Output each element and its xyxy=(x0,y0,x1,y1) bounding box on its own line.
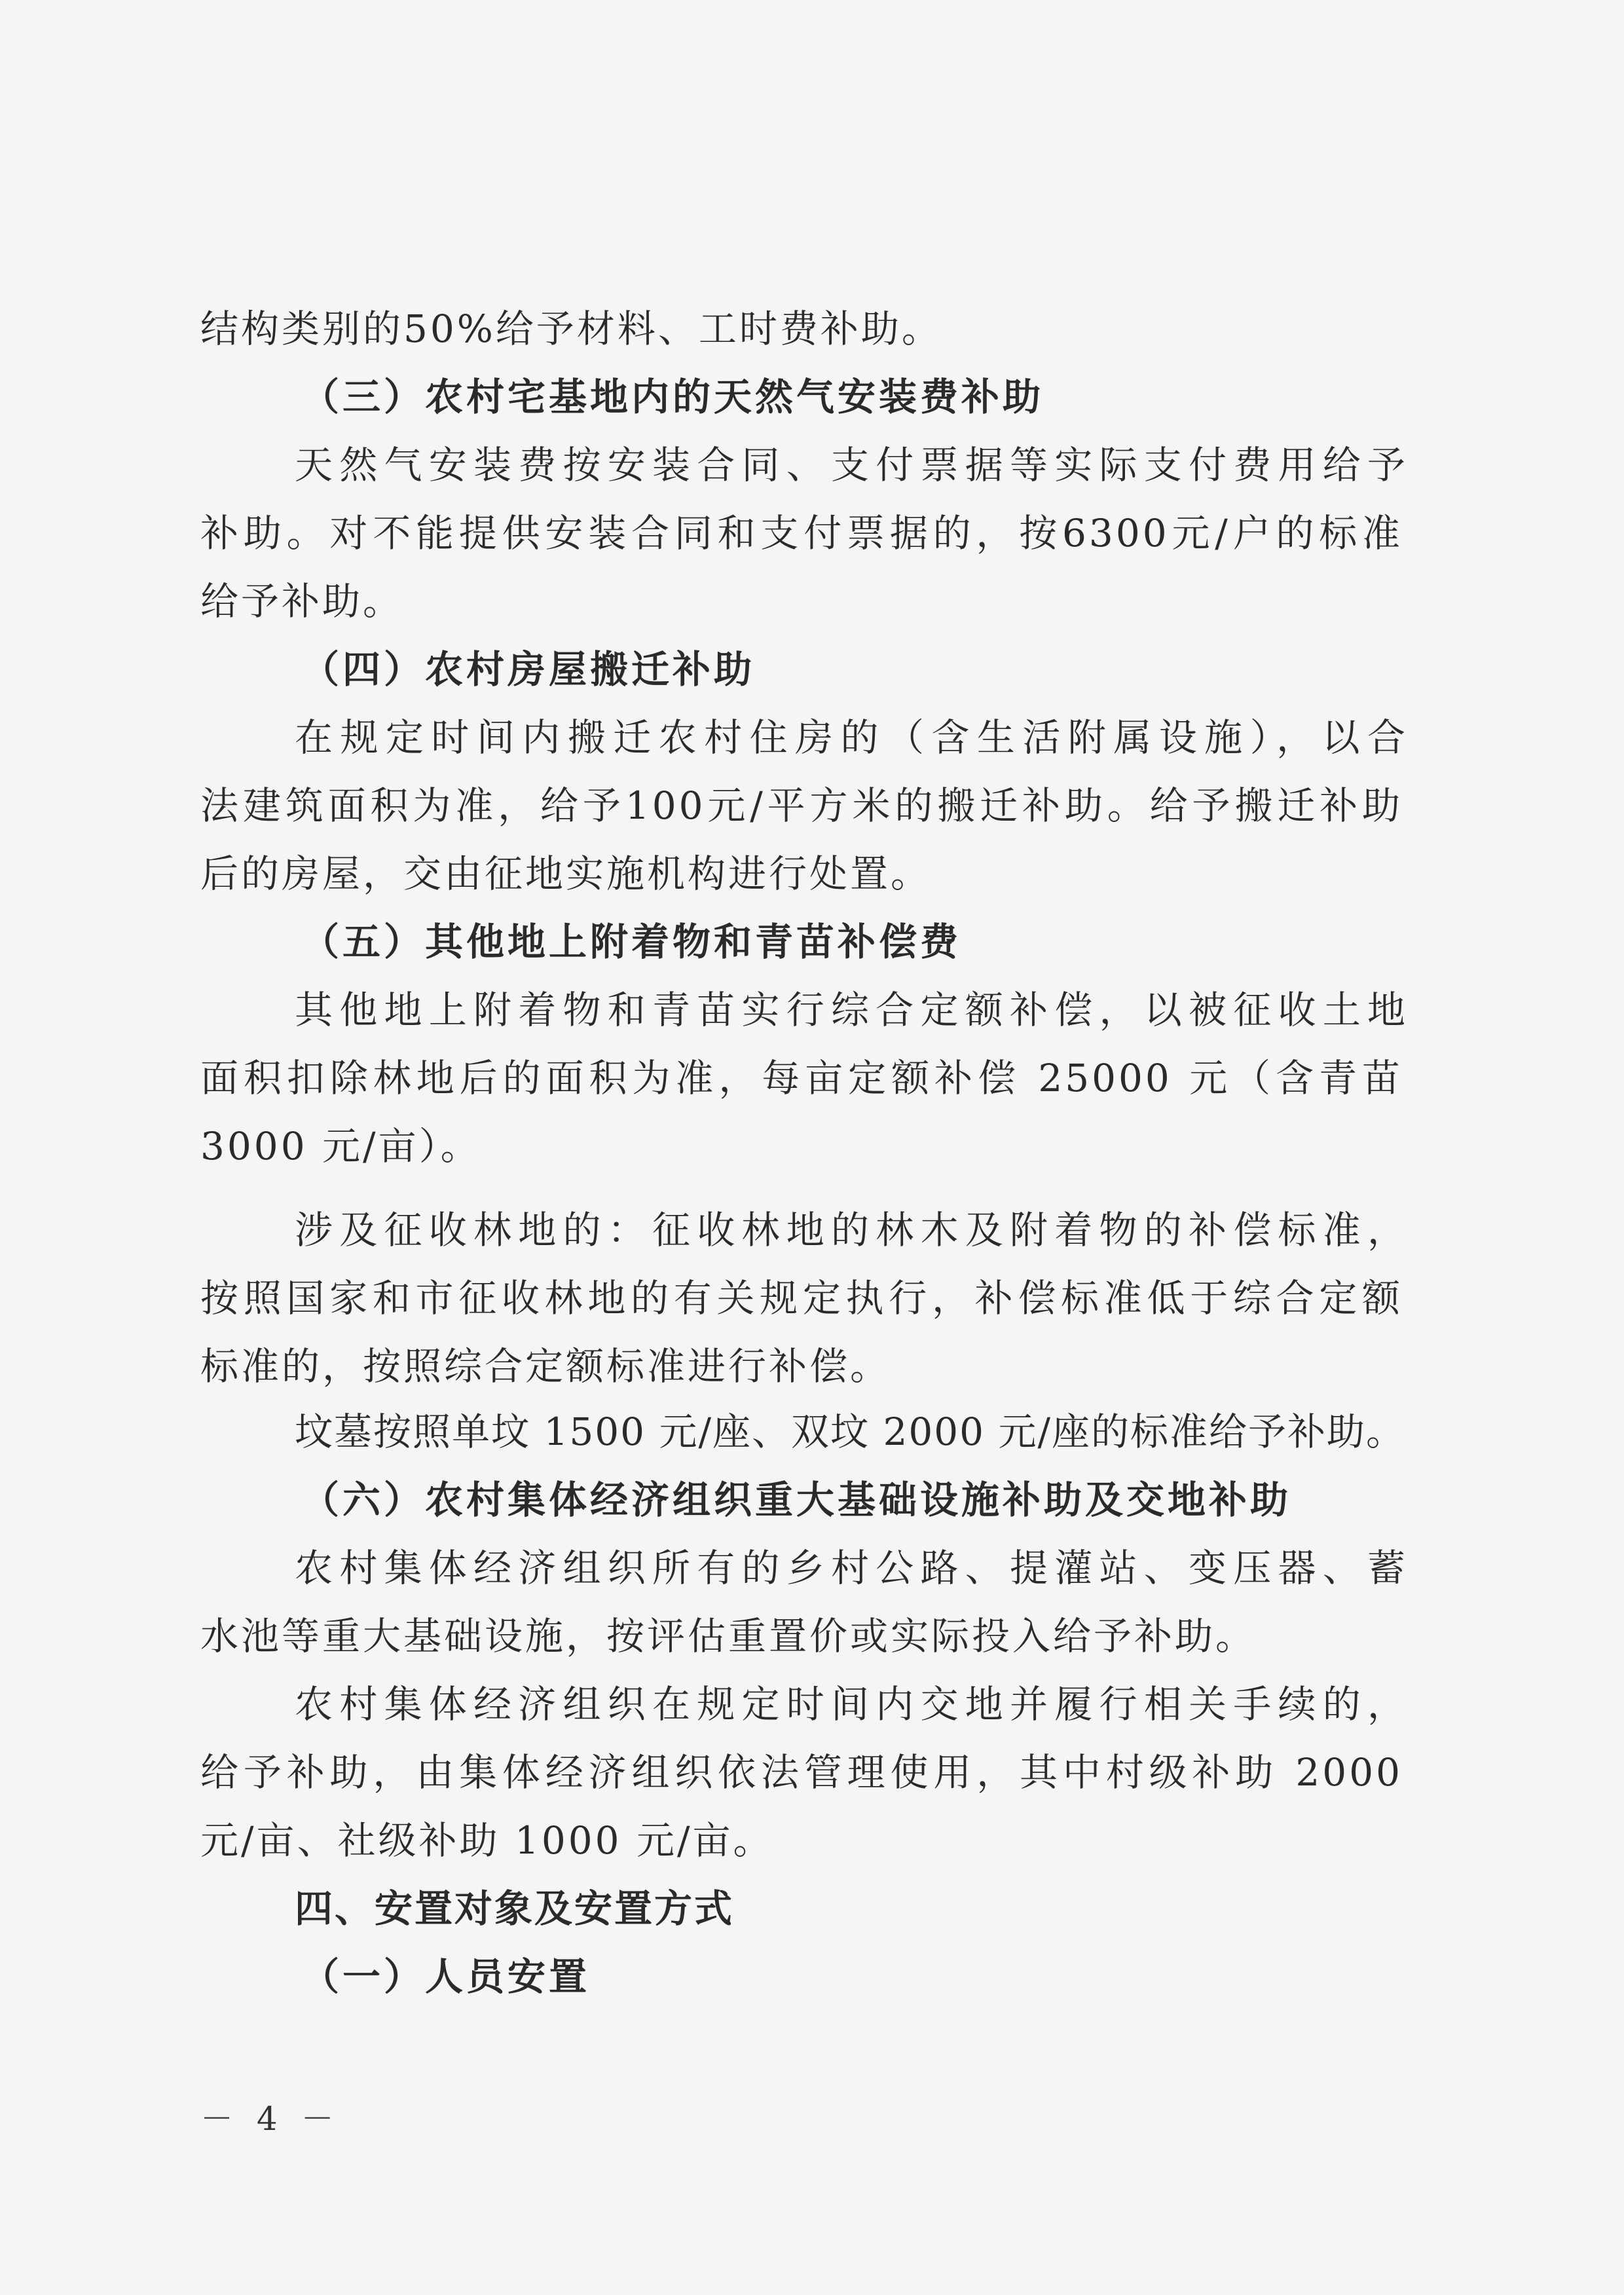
body-text-line: 水池等重大基础设施，按评估重置价或实际投入给予补助。 xyxy=(200,1614,1257,1658)
body-text-line: 给予补助。 xyxy=(200,579,404,624)
body-text-line: 3000 元/亩）。 xyxy=(200,1124,481,1168)
body-text-line: 坟墓按照单坟 1500 元/座、双坟 2000 元/座的标准给予补助。 xyxy=(295,1409,1406,1454)
body-text-line: 给予补助，由集体经济组织依法管理使用，其中村级补助 2000 xyxy=(200,1750,1403,1795)
subheading: （五）其他地上附着物和青苗补偿费 xyxy=(301,920,962,964)
body-text-line: 后的房屋，交由征地实施机构进行处置。 xyxy=(200,851,932,896)
body-text-line: 按照国家和市征收林地的有关规定执行，补偿标准低于综合定额 xyxy=(200,1276,1403,1320)
body-text-line: 结构类别的50%给予材料、工时费补助。 xyxy=(200,307,942,351)
subheading: （一）人员安置 xyxy=(301,1954,591,1999)
subheading: （三）农村宅基地内的天然气安装费补助 xyxy=(301,375,1044,419)
body-text-line: 面积扣除林地后的面积为准，每亩定额补偿 25000 元（含青苗 xyxy=(200,1056,1403,1100)
body-text-line: 涉及征收林地的：征收林地的林木及附着物的补偿标准， xyxy=(295,1208,1408,1252)
subheading: （四）农村房屋搬迁补助 xyxy=(301,647,756,692)
body-text-line: 标准的，按照综合定额标准进行补偿。 xyxy=(200,1344,891,1389)
body-text-line: 补助。对不能提供安装合同和支付票据的，按6300元/户的标准 xyxy=(200,511,1403,555)
body-text-line: 其他地上附着物和青苗实行综合定额补偿，以被征收土地 xyxy=(295,988,1408,1032)
body-text-line: 农村集体经济组织所有的乡村公路、提灌站、变压器、蓄 xyxy=(295,1546,1408,1590)
body-text-line: 农村集体经济组织在规定时间内交地并履行相关手续的， xyxy=(295,1682,1408,1726)
body-text-line: 元/亩、社级补助 1000 元/亩。 xyxy=(200,1818,774,1863)
body-text-line: 在规定时间内搬迁农村住房的（含生活附属设施），以合 xyxy=(295,715,1408,760)
page-number: － 4 － xyxy=(200,2100,341,2138)
body-text-line: 天然气安装费按安装合同、支付票据等实际支付费用给予 xyxy=(295,443,1408,487)
subheading: （六）农村集体经济组织重大基础设施补助及交地补助 xyxy=(301,1478,1292,1522)
section-heading: 四、安置对象及安置方式 xyxy=(295,1886,735,1931)
body-text-line: 法建筑面积为准，给予100元/平方米的搬迁补助。给予搬迁补助 xyxy=(200,783,1403,828)
